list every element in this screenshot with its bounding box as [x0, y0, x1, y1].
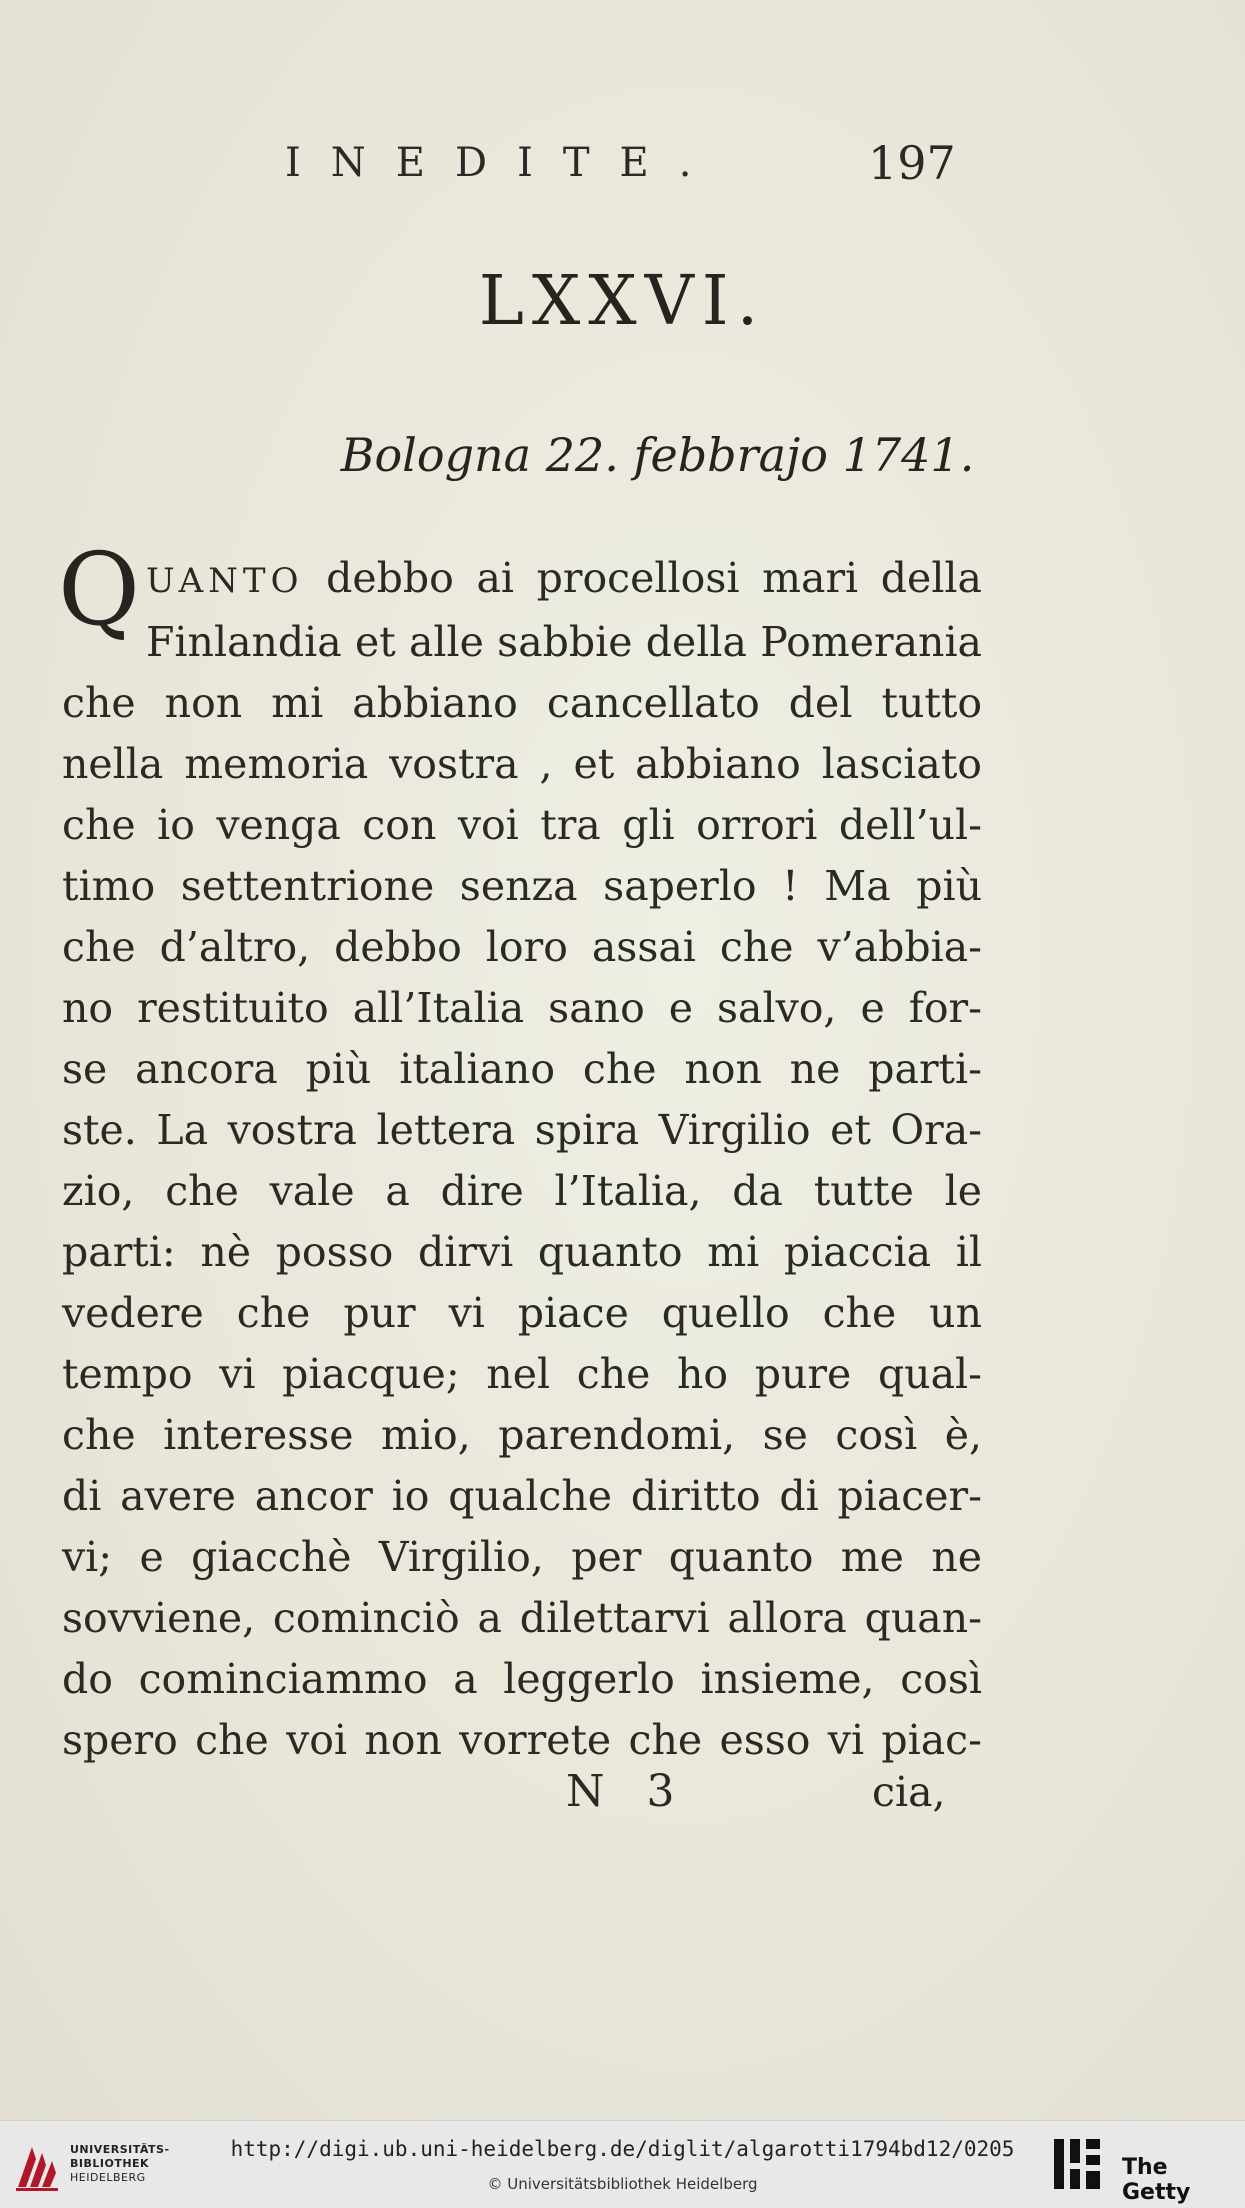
getty-mark-icon: [1048, 2135, 1108, 2195]
body-line: di avere ancor io qualche diritto di piacer-: [62, 1472, 982, 1520]
body-line: che interesse mio, parendomi, se così è,: [62, 1411, 982, 1459]
body-line: se ancora più italiano che non ne parti-: [62, 1045, 982, 1093]
body-line: sovviene, cominciò a dilettarvi allora quan-: [62, 1594, 982, 1642]
body-line: tempo vi piacque; nel che ho pure qual-: [62, 1350, 982, 1398]
body-line: vi; e giacchè Virgilio, per quanto me ne: [62, 1533, 982, 1581]
body-line: che io venga con voi tra gli orrori dell’ul-: [62, 801, 982, 849]
first-word-smallcaps: UANTO: [145, 561, 304, 601]
body-line: Finlandia et alle sabbie della Pomerania: [145, 618, 982, 666]
body-line: timo settentrione senza saperlo ! Ma più: [62, 862, 982, 910]
letter-body: [58, 531, 982, 1771]
drop-cap: Q: [58, 531, 140, 648]
body-line: ste. La vostra lettera spira Virgilio et Ora-: [62, 1106, 982, 1154]
body-line: vedere che pur vi piace quello che un: [62, 1289, 982, 1337]
letter-number: LXXVI.: [478, 262, 767, 341]
first-line-text: debbo ai procellosi mari della: [326, 554, 982, 602]
body-line: spero che voi non vorrete che esso vi piac-: [62, 1716, 982, 1764]
body-line: parti: nè posso dirvi quanto mi piaccia il: [62, 1228, 982, 1276]
library-name: UNIVERSITÄTS- BIBLIOTHEK HEIDELBERG: [70, 2143, 170, 2184]
body-line: nella memoria vostra , et abbiano lasciato: [62, 740, 982, 788]
copyright-notice: © Universitätsbibliothek Heidelberg: [487, 2175, 758, 2193]
running-title: INEDITE.: [285, 140, 722, 186]
body-line: zio, che vale a dire l’Italia, da tutte le: [62, 1167, 982, 1215]
running-header: [0, 136, 1245, 200]
body-line: do cominciammo a leggerlo insieme, così: [62, 1655, 982, 1703]
partner-name: The Getty: [1122, 2155, 1191, 2205]
signature-mark: N 3: [566, 1766, 689, 1817]
catchword: cia,: [872, 1768, 946, 1816]
body-line: che non mi abbiano cancellato del tutto: [62, 679, 982, 727]
letter-dateline: Bologna 22. febbrajo 1741.: [340, 428, 975, 482]
body-line: che d’altro, debbo loro assai che v’abbia-: [62, 923, 982, 971]
body-line: no restituito all’Italia sano e salvo, e for-: [62, 984, 982, 1032]
permalink-url[interactable]: http://digi.ub.uni-heidelberg.de/diglit/algarotti1794bd12/0205: [230, 2137, 1015, 2161]
viewer-footer: [0, 2120, 1245, 2208]
getty-logo[interactable]: [1048, 2135, 1238, 2205]
page-number: 197: [868, 136, 956, 190]
